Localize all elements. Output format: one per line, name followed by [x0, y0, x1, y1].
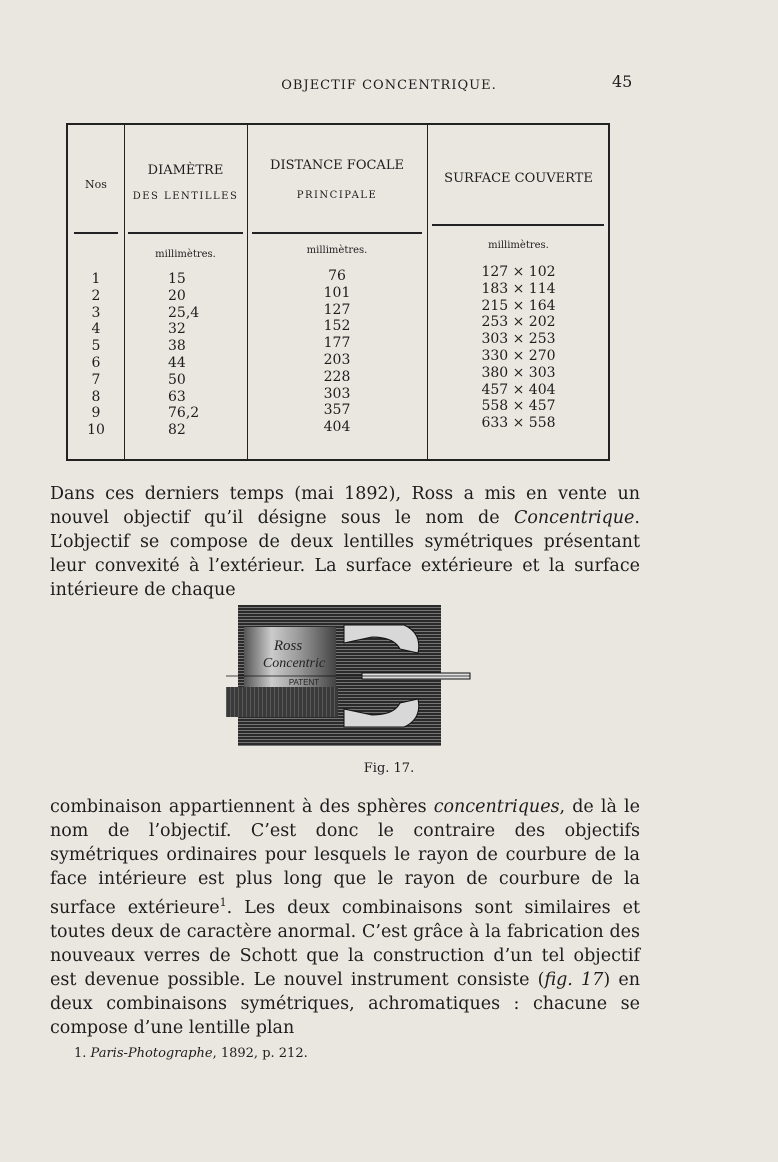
header-diameter: DIAMÈTRE — [147, 163, 224, 178]
para2-italic: concentriques — [433, 797, 560, 817]
para2-text: combinaison appartiennent à des sphères — [50, 797, 434, 817]
para2-text-end: ) en deux combinaisons symétriques, achromatiques : chacune se compose d’une lentille plan — [50, 969, 640, 1038]
para1-italic: Concentrique — [513, 508, 635, 528]
header-rule — [74, 232, 118, 234]
header-rule — [128, 232, 243, 234]
header-focal-distance: DISTANCE FOCALE — [270, 158, 404, 173]
col-numbers: 1 2 3 4 5 6 7 8 9 10 — [87, 271, 105, 439]
header-focal-sub: PRINCIPALE — [296, 190, 378, 201]
units-surface: millimètres. — [488, 240, 549, 251]
col-diameter: 15 20 25,4 32 38 44 50 63 76,2 82 — [168, 271, 200, 439]
footnote — [74, 1046, 308, 1061]
paragraph-intro — [50, 482, 640, 602]
footnote-text: , 1892, p. 212. — [212, 1046, 308, 1061]
col-surface: 127 × 102 183 × 114 215 × 164 253 × 202 303 × 253 330 × 270 380 × 303 457 × 404 558 × 457 633 × 558 — [481, 264, 556, 432]
para1-text-end: . L’objectif se compose de deux lentilles symétriques présentant leur convexité à l’extérieur. La surface extérieure et la surface intérieure de chaque — [50, 508, 640, 600]
para1-text: Dans ces derniers temps (mai 1892), Ross a mis en vente un nouvel objectif qu’il désigne sous le nom de — [50, 484, 640, 528]
data-table — [66, 123, 610, 461]
footnote-marker: 1 — [219, 896, 227, 909]
units-focal: millimètres. — [306, 245, 368, 256]
header-surface: SURFACE COUVERTE — [444, 171, 593, 186]
footnote-source: Paris-Photographe — [90, 1046, 213, 1061]
footnote-number: 1. — [74, 1046, 87, 1061]
paragraph-main — [50, 795, 640, 1040]
header-num: Nos — [85, 178, 107, 191]
figure-reference: fig. 17 — [544, 969, 604, 990]
para2-text: , de là le nom de l’objectif. C’est donc le contraire des objectifs symétriques ordinaires pour lesquels le rayon de courbure de la face intérieure est plus long que le rayon de courbure de la surface extérieure — [50, 797, 640, 918]
engraving-text: Ross — [273, 638, 303, 654]
col-focal-distance: 76 101 127 152 177 203 228 303 357 404 — [323, 268, 351, 436]
running-head: OBJECTIF CONCENTRIQUE. — [281, 78, 497, 93]
engraving-text: Concentric — [262, 656, 326, 671]
header-diameter-sub: DES LENTILLES — [132, 191, 239, 202]
page-number: 45 — [612, 72, 633, 91]
header-rule — [252, 232, 422, 234]
para2-text: . Les deux combinaisons sont similaires et toutes deux de caractère anormal. C’est grâce à la fabrication des nouveaux verres de Schott que la construction d’un tel objectif est devenue possible. Le nouvel instrument consiste ( — [50, 897, 640, 990]
figure-lens-illustration — [222, 603, 472, 749]
units-diameter: millimètres. — [155, 249, 216, 260]
figure-caption: Fig. 17. — [363, 761, 415, 776]
engraving-text: PATENT — [288, 678, 320, 687]
header-rule — [432, 224, 604, 226]
